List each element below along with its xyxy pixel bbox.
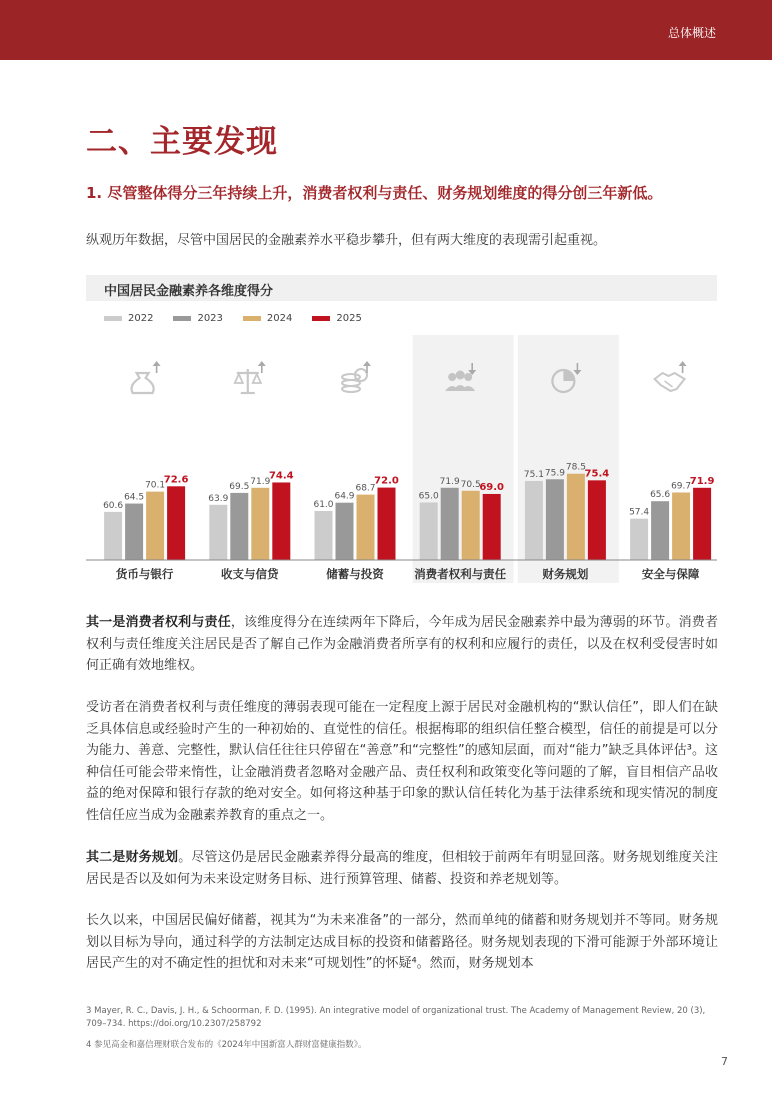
data-label: 70.5 [460, 479, 481, 490]
handshake-icon [655, 373, 685, 391]
page-title: 二、主要发现 [86, 124, 278, 160]
bar-2025 [167, 486, 185, 560]
arrow-up-icon [679, 361, 687, 373]
bar-2022 [209, 505, 227, 560]
data-label: 72.0 [374, 475, 399, 487]
paragraph-1-text: ，该维度得分在连续两年下降后，今年成为居民金融素养中最为薄弱的环节。消费者权利与责任维度关注居民是否了解自己作为金融消费者所享有的权利和应履行的责任，以及在权利受侵害时如何正确有效地维权。 [86, 615, 718, 673]
data-label: 69.5 [229, 481, 250, 492]
score-chart [86, 275, 717, 590]
paragraph-1 [86, 612, 718, 677]
chart-plot [86, 275, 717, 590]
data-label: 60.6 [103, 500, 124, 511]
bar-2025 [588, 480, 606, 560]
header-bar [0, 0, 772, 60]
legend-label: 2024 [266, 312, 293, 324]
paragraph-1-lead: 其一是消费者权利与责任 [86, 615, 231, 630]
bar-2022 [104, 512, 122, 560]
footnote-3: 3 Mayer, R. C., Davis, J. H., & Schoorman, F. D. (1995). An integrative model of organizational trust. The Academy of Management Review, 20 (3), 709–734. https://doi.org/10.2307/258792 [86, 1006, 706, 1029]
data-label: 75.1 [523, 469, 544, 480]
bar-2023 [441, 488, 459, 560]
bar-2023 [651, 501, 669, 560]
paragraph-2 [86, 697, 718, 826]
data-label: 71.9 [689, 475, 715, 487]
legend-label: 2022 [128, 312, 154, 324]
section-label: 总体概述 [667, 26, 716, 40]
bar-2024 [146, 492, 164, 560]
paragraph-4 [86, 910, 718, 975]
arrow-up-icon [153, 361, 161, 373]
bar-2025 [483, 494, 501, 560]
money-bag-icon [132, 373, 154, 393]
bar-2025 [693, 488, 711, 560]
data-label: 71.9 [439, 476, 460, 487]
data-label: 78.5 [565, 462, 586, 473]
bar-2022 [525, 481, 543, 560]
arrow-up-icon [363, 361, 371, 373]
bar-2024 [357, 495, 375, 560]
paragraph-3-text: 。尽管这仍是居民金融素养得分最高的维度，但相较于前两年有明显回落。财务规划维度关注居民是否以及如何为未来设定财务目标、进行预算管理、储蓄、投资和养老规划等。 [86, 850, 718, 887]
data-label: 64.9 [334, 491, 355, 502]
data-label: 57.4 [629, 507, 650, 518]
bar-2024 [462, 491, 480, 560]
bar-2022 [420, 502, 438, 560]
bar-2024 [672, 492, 690, 560]
paragraph-4-text: 长久以来，中国居民偏好储蓄，视其为“为未来准备”的一部分，然而单纯的储蓄和财务规划并不等同。财务规划以目标为导向，通过科学的方法制定达成目标的投资和储蓄路径。财务规划表现的下滑可能源于外部环境让居民产生的对不确定性的担忧和对未来“可规划性”的怀疑⁴。然而，财务规划本 [86, 913, 718, 971]
category-label: 货币与银行 [115, 567, 174, 581]
paragraph-2-text: 受访者在消费者权利与责任维度的薄弱表现可能在一定程度上源于居民对金融机构的“默认信任”，即人们在缺乏具体信息或经验时产生的一种初始的、直觉性的信任。根据梅耶的组织信任整合模型，信任的前提是可以分为能力、善意、完整性，默认信任往往只停留在“善意”和“完整性”的感知层面，而对“能力”缺乏具体评估³。这种信任可能会带来惰性，让金融消费者忽略对金融产品、责任权利和政策变化等问题的了解，盲目相信产品收益的绝对保障和银行存款的绝对安全。如何将这种基于印象的默认信任转化为基于法律系统和现实情况的制度性信任应当成为金融素养教育的重点之一。 [86, 700, 718, 823]
data-label: 69.0 [479, 481, 505, 493]
data-label: 63.9 [208, 493, 229, 504]
bar-2023 [546, 479, 564, 560]
footnote-4: 4 参见高金和嘉信理财联合发布的《2024年中国新富人群财富健康指数》。 [86, 1040, 367, 1050]
paragraph-3-lead: 其二是财务规划 [86, 850, 179, 865]
category-label: 安全与保障 [641, 567, 700, 581]
data-label: 75.4 [584, 468, 610, 480]
category-label: 财务规划 [542, 567, 589, 581]
footnotes [86, 1005, 718, 1060]
data-label: 64.5 [124, 492, 145, 503]
chart-title: 中国居民金融素养各维度得分 [104, 284, 274, 299]
category-label: 消费者权利与责任 [414, 567, 507, 581]
data-label: 68.7 [355, 483, 376, 494]
data-label: 65.0 [418, 491, 439, 502]
data-label: 65.6 [650, 490, 671, 501]
bar-2024 [567, 474, 585, 560]
coin-stack-icon [342, 369, 367, 392]
data-label: 72.6 [163, 474, 189, 486]
intro-text: 纵观历年数据，尽管中国居民的金融素养水平稳步攀升，但有两大维度的表现需引起重视。 [86, 233, 607, 248]
bar-2023 [125, 504, 143, 560]
arrow-up-icon [258, 361, 266, 373]
bar-2022 [315, 511, 333, 560]
legend-label: 2023 [197, 312, 223, 324]
bar-2023 [336, 503, 354, 560]
subheading: 1. 尽管整体得分三年持续上升，消费者权利与责任、财务规划维度的得分创三年新低。 [86, 184, 663, 202]
category-label: 储蓄与投资 [326, 567, 384, 581]
legend-label: 2025 [336, 312, 362, 324]
data-label: 71.9 [250, 476, 271, 487]
paragraph-3 [86, 847, 718, 890]
bar-2025 [378, 488, 396, 560]
data-label: 61.0 [313, 500, 334, 511]
bar-2024 [251, 488, 269, 560]
category-label: 收支与信贷 [221, 567, 279, 581]
data-label: 74.4 [268, 470, 294, 482]
bar-2022 [630, 519, 648, 560]
bar-2025 [272, 482, 290, 560]
bar-2023 [230, 493, 248, 560]
balance-scale-icon [235, 369, 261, 393]
page-number: 7 [721, 1055, 728, 1068]
data-label: 69.7 [671, 481, 692, 492]
data-label: 75.9 [544, 468, 565, 479]
data-label: 70.1 [145, 480, 166, 491]
